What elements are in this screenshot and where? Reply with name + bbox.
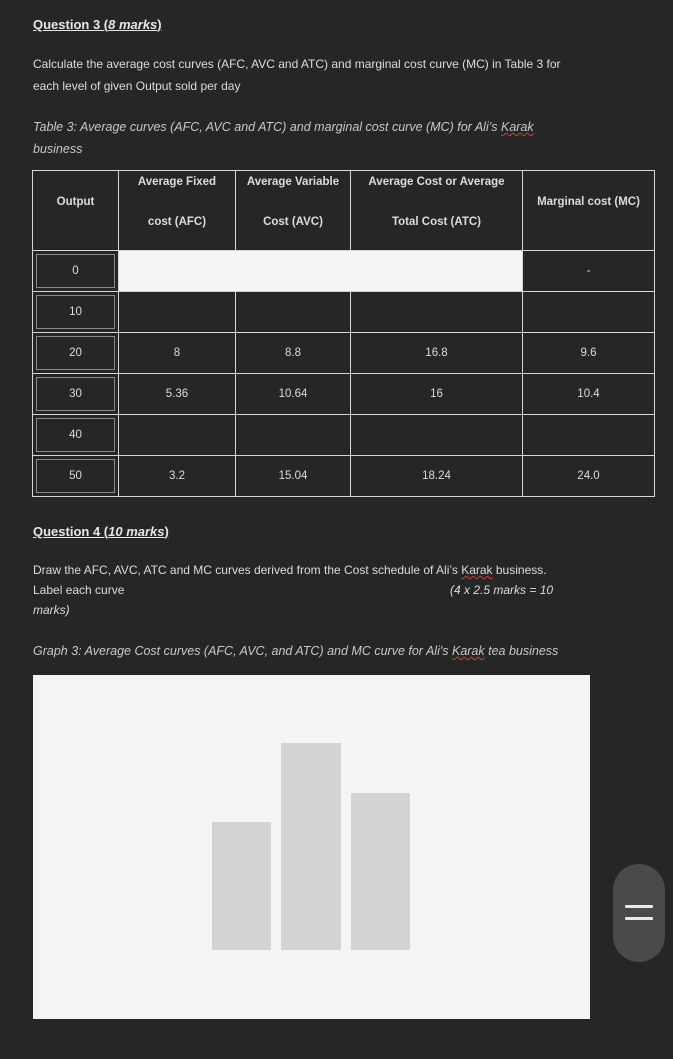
table-caption-word: Karak: [501, 120, 534, 134]
table-caption-line1: [33, 116, 534, 138]
side-handle-button[interactable]: [613, 864, 665, 962]
afc-cell[interactable]: [119, 374, 236, 415]
table-row: [33, 333, 655, 374]
mc-value: -: [586, 265, 591, 277]
header-atc: [351, 171, 523, 251]
output-cell: [33, 333, 119, 374]
mc-cell[interactable]: [523, 456, 655, 497]
avc-value: 15.04: [278, 470, 308, 482]
q4-title-suffix: ): [164, 524, 169, 539]
table-row: [33, 456, 655, 497]
atc-value: 16: [430, 388, 443, 400]
output-value: 30: [69, 388, 82, 400]
output-value: 0: [72, 265, 79, 277]
atc-cell[interactable]: [351, 456, 523, 497]
output-value: 10: [69, 306, 82, 318]
question-4-heading: [33, 524, 169, 539]
header-afc-bottom: cost (AFC): [147, 216, 207, 228]
table-row: [33, 415, 655, 456]
graph-caption-prefix: Graph 3: Average Cost curves (AFC, AVC, and ATC) and MC curve for Ali's: [33, 644, 452, 658]
q4-instruction-line1: [33, 559, 633, 581]
header-avc-bottom: Cost (AVC): [263, 216, 323, 228]
header-mc: [523, 171, 655, 251]
q4-label-text: Label each curve: [33, 583, 125, 597]
afc-cell[interactable]: [119, 292, 236, 333]
q3-instruction: [33, 53, 561, 97]
cost-table: [32, 170, 655, 497]
q4-marks-close: marks): [33, 603, 70, 617]
avc-cell[interactable]: [236, 374, 351, 415]
placeholder-bar: [281, 743, 341, 950]
table-caption: [33, 116, 534, 160]
q4-title-prefix: Question 4 (: [33, 524, 109, 539]
q4-marks-text: (4 x 2.5 marks = 10: [450, 583, 554, 597]
header-atc-bottom: Total Cost (ATC): [391, 216, 481, 228]
mc-value: 9.6: [580, 347, 597, 359]
graph-caption: [33, 640, 558, 662]
avc-cell[interactable]: [236, 415, 351, 456]
header-avc-top: Average Variable: [246, 176, 340, 188]
atc-cell[interactable]: [351, 374, 523, 415]
q4-instruction: [33, 559, 633, 581]
avc-cell[interactable]: [236, 333, 351, 374]
mc-cell[interactable]: [523, 251, 655, 292]
graph-caption-suffix: tea business: [484, 644, 559, 658]
q3-title-suffix: ): [157, 17, 162, 32]
table-row: [33, 251, 655, 292]
output-cell: [33, 456, 119, 497]
header-output-label: Output: [56, 196, 95, 208]
table-row: [33, 292, 655, 333]
q3-instruction-line1: Calculate the average cost curves (AFC, AVC and ATC) and marginal cost curve (MC) in Table 3 for: [33, 57, 561, 71]
avc-value: 10.64: [278, 388, 308, 400]
mc-cell[interactable]: [523, 292, 655, 333]
handle-line-icon: [625, 905, 653, 908]
header-afc-top: Average Fixed: [137, 176, 217, 188]
afc-value: 3.2: [169, 470, 185, 482]
placeholder-bar: [212, 822, 271, 950]
atc-value: 18.24: [422, 470, 451, 482]
q4-instruction-prefix: Draw the AFC, AVC, ATC and MC curves derived from the Cost schedule of Ali’s: [33, 563, 462, 577]
header-afc: [119, 171, 236, 251]
atc-cell[interactable]: [351, 415, 523, 456]
q4-instruction-suffix: business.: [492, 563, 547, 577]
handle-line-icon: [625, 917, 653, 920]
output-value: 50: [69, 470, 82, 482]
afc-value: 5.36: [165, 388, 189, 400]
afc-cell[interactable]: [119, 415, 236, 456]
q4-title-marks: 10 marks: [108, 524, 165, 539]
afc-value: 8: [173, 347, 181, 359]
graph-placeholder[interactable]: [33, 675, 590, 1019]
output-value: 20: [69, 347, 82, 359]
atc-cell[interactable]: [351, 292, 523, 333]
table-header-row: [33, 171, 655, 251]
q3-instruction-line2: each level of given Output sold per day: [33, 79, 241, 93]
output-cell: [33, 415, 119, 456]
mc-cell[interactable]: [523, 374, 655, 415]
mc-value: 24.0: [577, 470, 600, 482]
placeholder-bar: [351, 793, 410, 950]
mc-cell[interactable]: [523, 415, 655, 456]
graph-caption-word: Karak: [451, 644, 485, 658]
q3-title-prefix: Question 3 (: [33, 17, 109, 32]
mc-cell[interactable]: [523, 333, 655, 374]
table-caption-prefix: Table 3: Average curves (AFC, AVC and ATC) and marginal cost curve (MC) for Ali’s: [33, 120, 501, 134]
mc-value: 10.4: [577, 388, 600, 400]
atc-value: 16.8: [425, 347, 448, 359]
avc-cell[interactable]: [236, 292, 351, 333]
q3-title-marks: 8 marks: [108, 17, 158, 32]
avc-value: 8.8: [285, 347, 301, 359]
table-row: [33, 374, 655, 415]
table-caption-line2: business: [33, 142, 83, 156]
afc-cell[interactable]: [119, 456, 236, 497]
output-value: 40: [69, 429, 82, 441]
output-cell: [33, 374, 119, 415]
q4-instruction-word: Karak: [461, 563, 493, 577]
atc-cell[interactable]: [351, 333, 523, 374]
output-cell: [33, 251, 119, 292]
header-atc-top: Average Cost or Average: [368, 176, 505, 188]
header-output: [33, 171, 119, 251]
question-3-heading: [33, 17, 162, 32]
header-avc: [236, 171, 351, 251]
shaded-cell: [119, 251, 523, 292]
avc-cell[interactable]: [236, 456, 351, 497]
afc-cell[interactable]: [119, 333, 236, 374]
header-mc-label: Marginal cost (MC): [537, 196, 640, 208]
output-cell: [33, 292, 119, 333]
